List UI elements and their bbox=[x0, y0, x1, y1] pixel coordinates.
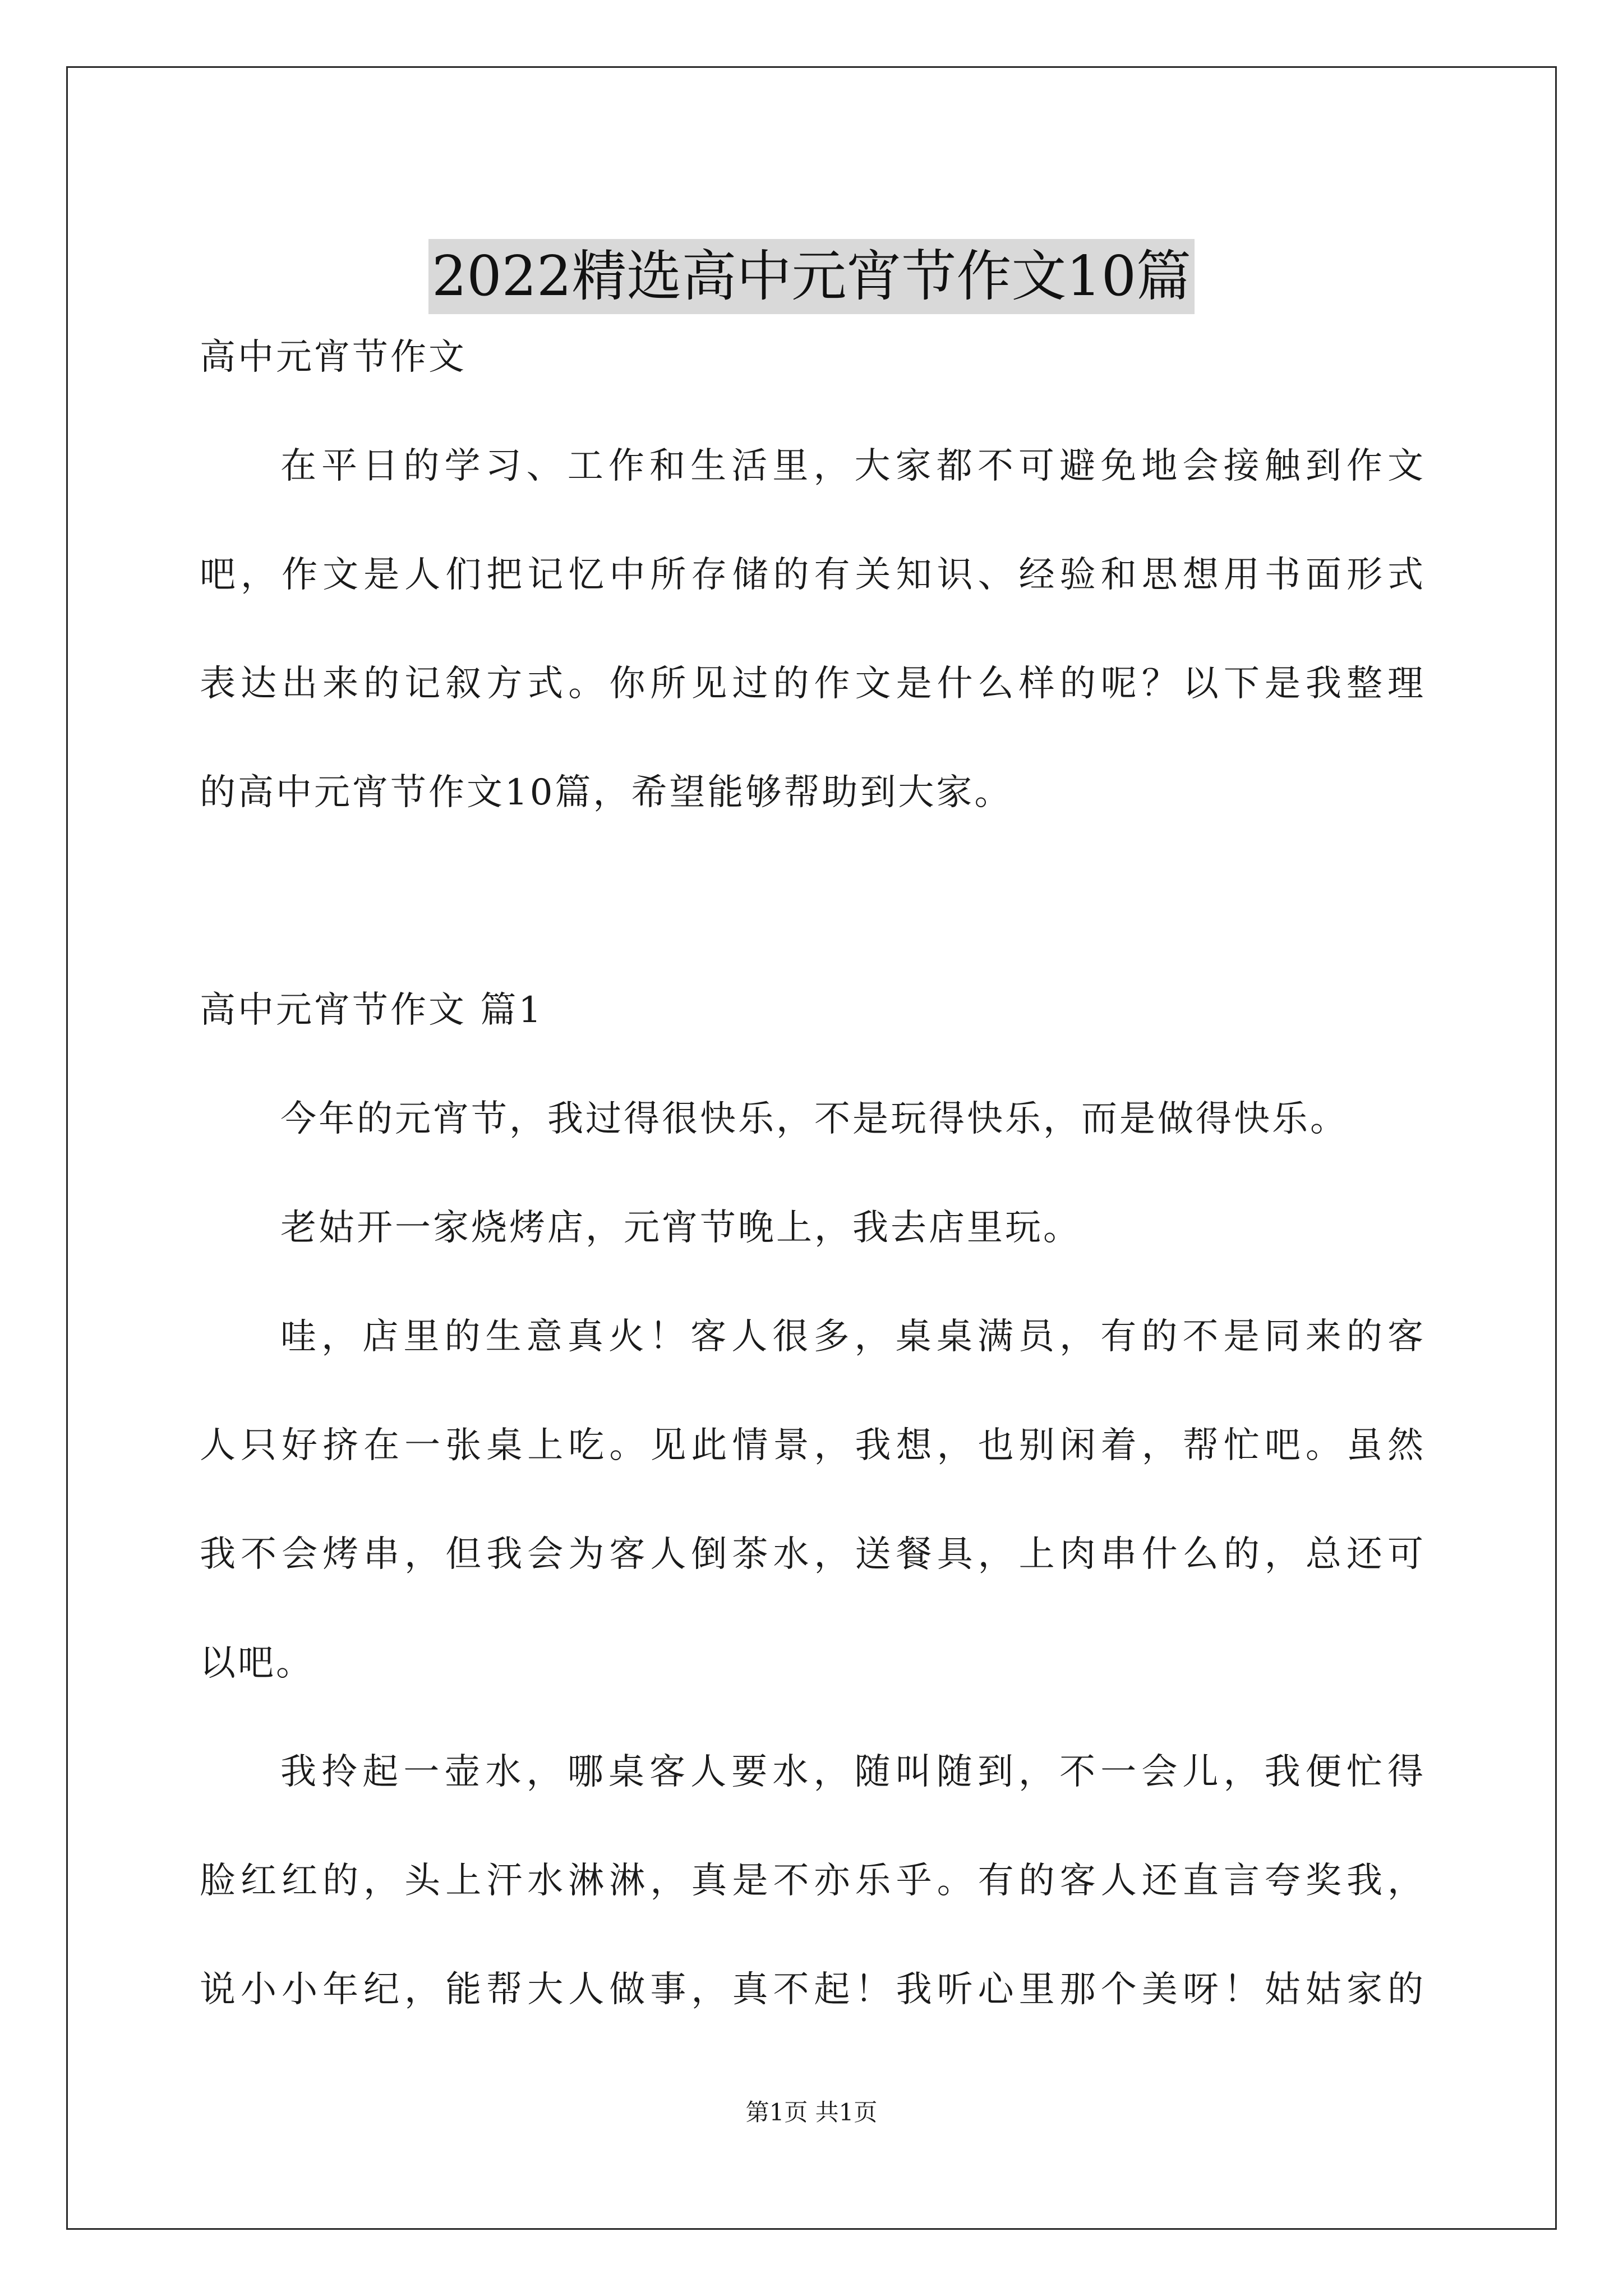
paragraph-first-line: 在平日的学习、工作和生活里，大家都不可避免地会接触到作文 bbox=[280, 445, 1426, 487]
paragraph-first-line: 我拎起一壶水，哪桌客人要水，随叫随到，不一会儿，我便忙得 bbox=[280, 1751, 1426, 1793]
text-line: 脸红红的，头上汗水淋淋，真是不亦乐乎。有的客人还直言夸奖我， bbox=[200, 1860, 1426, 1902]
page-footer: 第1页 共1页 bbox=[745, 2099, 878, 2126]
text-line: 高中元宵节作文 篇1 bbox=[200, 990, 544, 1031]
document-body bbox=[200, 303, 1426, 2044]
text-line: 人只好挤在一张桌上吃。见此情景，我想，也别闲着，帮忙吧。虽然 bbox=[200, 1425, 1426, 1466]
text-line: 高中元宵节作文 bbox=[200, 337, 467, 378]
text-line: 说小小年纪，能帮大人做事，真不起！我听心里那个美呀！姑姑家的 bbox=[200, 1969, 1426, 2010]
document-title: 2022精选高中元宵节作文10篇 bbox=[428, 239, 1195, 314]
paragraph-gap bbox=[200, 847, 1426, 956]
text-line: 的高中元宵节作文10篇，希望能够帮助到大家。 bbox=[200, 772, 1013, 813]
text-line: 我不会烤串，但我会为客人倒茶水，送餐具，上肉串什么的，总还可 bbox=[200, 1534, 1426, 1575]
paragraph-first-line: 老姑开一家烧烤店，元宵节晚上，我去店里玩。 bbox=[280, 1207, 1081, 1249]
paragraph-first-line: 今年的元宵节，我过得很快乐，不是玩得快乐，而是做得快乐。 bbox=[280, 1098, 1348, 1140]
text-line: 以吧。 bbox=[200, 1642, 314, 1684]
text-line: 表达出来的记叙方式。你所见过的作文是什么样的呢？以下是我整理 bbox=[200, 663, 1426, 705]
text-line: 吧，作文是人们把记忆中所存储的有关知识、经验和思想用书面形式 bbox=[200, 554, 1426, 596]
paragraph-first-line: 哇，店里的生意真火！客人很多，桌桌满员，有的不是同来的客 bbox=[280, 1316, 1426, 1358]
